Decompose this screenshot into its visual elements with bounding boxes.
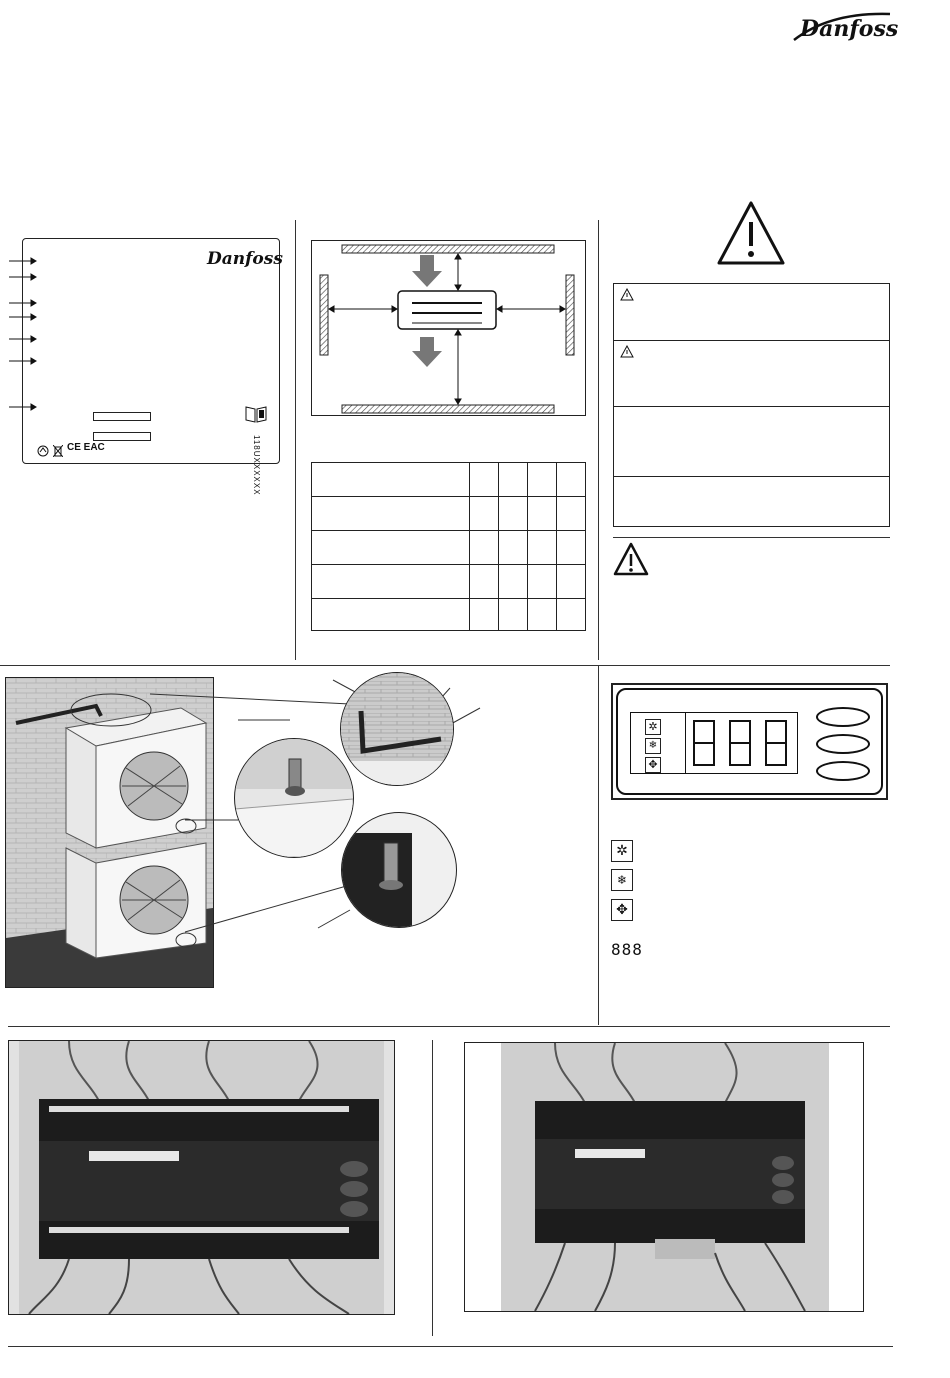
legend-display-digits: 888 [611,940,643,959]
label-field-box-1 [93,412,151,421]
warning-triangle-large-icon [716,200,786,271]
label-vertical-code: 118UXXXXXX [252,435,261,496]
cert-marks: CE EAC [67,442,105,453]
middle-column-divider [598,665,599,1025]
controller-wiring-photo-left [8,1040,395,1315]
table-row [312,531,586,565]
display-button-mid[interactable] [816,734,870,754]
recycling-icon [37,444,49,462]
display-fan-icon: ✥ [645,757,661,773]
display-defrost-icon: ❄ [645,738,661,754]
middle-section-bottom-rule [8,1026,890,1027]
label-plate [22,238,283,496]
bolt-detail-callout-lower [341,812,457,928]
warning-separator [613,537,890,538]
warning-row-1 [614,284,889,341]
legend-cool-icon: ✲ [611,840,633,862]
label-field-box-2 [93,432,151,441]
warning-row-2 [614,341,889,407]
table-row [312,599,586,631]
legend-fan-icon: ✥ [611,899,633,921]
warning-row-4 [614,477,889,526]
legend-defrost-icon: ❄ [611,869,633,891]
warning-triangle-medium-icon [613,542,649,581]
bottom-column-divider [432,1040,433,1336]
clearance-table [311,462,586,631]
clearance-diagram [311,240,586,416]
svg-text:Danfoss: Danfoss [800,16,899,42]
table-row [312,463,586,497]
display-inner-frame [616,688,883,795]
table-row [312,565,586,599]
warning-small-icon [620,288,634,301]
top-column-divider-2 [598,220,599,660]
manual-info-icon [245,405,267,428]
top-column-divider-1 [295,220,296,660]
wee-bin-icon [53,444,63,462]
display-button-up[interactable] [816,707,870,727]
bolt-detail-callout-upper [234,738,354,858]
danfoss-logo [790,6,900,46]
controller-display-panel [611,683,888,800]
display-digit-area [685,712,798,774]
label-field-arrows [9,251,49,421]
top-section-bottom-rule [0,665,890,666]
controller-wiring-photo-right [464,1042,864,1312]
table-row [312,497,586,531]
label-plate-logo: Danfoss [207,249,283,269]
warning-box-stack [613,283,890,527]
display-cool-icon: ✲ [645,719,661,735]
display-button-down[interactable] [816,761,870,781]
page-bottom-rule [8,1346,893,1347]
display-window [630,712,798,774]
warning-row-3 [614,407,889,477]
warning-small-icon [620,345,634,358]
bracket-detail-callout [340,672,454,786]
